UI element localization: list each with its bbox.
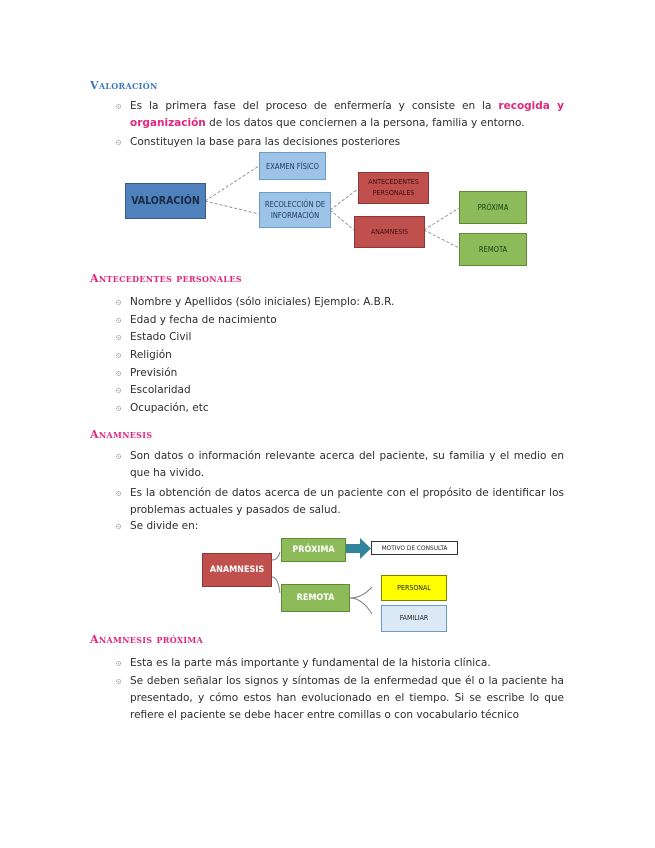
antecedentes-item: Estado Civil: [130, 331, 192, 343]
diagram2-box-familiar: FAMILIAR: [381, 605, 447, 632]
swirl-bullet-icon: ۞: [116, 137, 122, 147]
anamnesis-bullet: Es la obtención de datos acerca de un paciente con el propósito de identificar los problemas actuales y pasados de salud.: [130, 487, 564, 516]
swirl-bullet-icon: ۞: [116, 451, 122, 461]
swirl-bullet-icon: ۞: [116, 332, 122, 342]
diagram2-box-proxima: PRÓXIMA: [281, 538, 346, 562]
diagram-box-examen-fisico: EXAMEN FÍSICO: [259, 152, 326, 180]
swirl-bullet-icon: ۞: [116, 385, 122, 395]
diagram2-box-motivo-consulta: MOTIVO DE CONSULTA: [371, 541, 458, 555]
anamnesis-bullet: Se divide en:: [130, 520, 199, 532]
diagram-box-valoracion: VALORACIÓN: [125, 183, 206, 219]
section-heading-anamnesis: Anamnesis: [90, 428, 153, 441]
diagram2-box-remota: REMOTA: [281, 584, 350, 612]
swirl-bullet-icon: ۞: [116, 368, 122, 378]
anamnesis-proxima-bullet: Esta es la parte más importante y fundamental de la historia clínica.: [130, 657, 491, 669]
diagram-box-anamnesis: ANAMNESIS: [354, 216, 425, 248]
swirl-bullet-icon: ۞: [116, 676, 122, 686]
swirl-bullet-icon: ۞: [116, 350, 122, 360]
swirl-bullet-icon: ۞: [116, 315, 122, 325]
swirl-bullet-icon: ۞: [116, 488, 122, 498]
antecedentes-item: Edad y fecha de nacimiento: [130, 314, 277, 326]
swirl-bullet-icon: ۞: [116, 297, 122, 307]
swirl-bullet-icon: ۞: [116, 658, 122, 668]
valoracion-bullet-1-before: Es la primera fase del proceso de enfermería y consiste en la: [130, 100, 499, 112]
anamnesis-proxima-bullet: Se deben señalar los signos y síntomas de la enfermedad que él o la paciente ha presentado, y cómo estos han evolucionado en el tiempo. Si se escribe lo que refiere el paciente se debe hacer entre comillas o con vocabulario técnico: [130, 675, 564, 721]
swirl-bullet-icon: ۞: [116, 521, 122, 531]
arrow-right-icon: [346, 538, 371, 559]
diagram-box-proxima: PRÓXIMA: [459, 191, 527, 224]
antecedentes-item: Previsión: [130, 367, 178, 379]
antecedentes-item: Religión: [130, 349, 172, 361]
valoracion-bullet-1-after: de los datos que conciernen a la persona, familia y entorno.: [205, 117, 525, 129]
diagram2-box-personal: PERSONAL: [381, 575, 447, 601]
antecedentes-item: Ocupación, etc: [130, 402, 209, 414]
diagram-box-remota: REMOTA: [459, 233, 527, 266]
section-heading-antecedentes: Antecedentes personales: [90, 272, 242, 285]
valoracion-bullet-2: Constituyen la base para las decisiones posteriores: [130, 136, 401, 148]
swirl-bullet-icon: ۞: [116, 101, 122, 111]
antecedentes-item: Escolaridad: [130, 384, 191, 396]
section-heading-valoracion: Valoración: [90, 79, 158, 92]
antecedentes-item: Nombre y Apellidos (sólo iniciales) Ejemplo: A.B.R.: [130, 296, 395, 308]
section-heading-anamnesis-proxima: Anamnesis próxima: [90, 633, 204, 646]
anamnesis-bullet: Son datos o información relevante acerca del paciente, su familia y el medio en que ha vivido.: [130, 450, 564, 479]
swirl-bullet-icon: ۞: [116, 403, 122, 413]
diagram-box-antecedentes: ANTECEDENTES PERSONALES: [358, 172, 429, 204]
diagram-box-recoleccion: RECOLECCIÓN DE INFORMACIÓN: [259, 192, 331, 228]
valoracion-highlight: recogida y organización: [130, 100, 564, 129]
diagram2-box-anamnesis: ANAMNESIS: [202, 553, 272, 587]
